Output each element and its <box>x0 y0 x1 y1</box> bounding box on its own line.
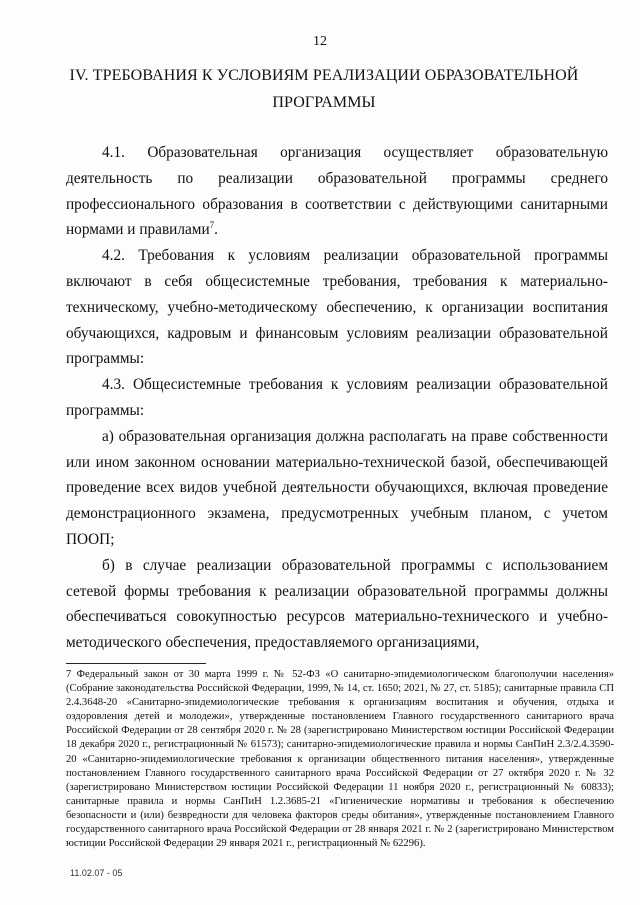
paragraph-4-1-end: . <box>214 221 218 239</box>
footnote-divider <box>66 663 206 664</box>
footer-document-code: 11.02.07 - 05 <box>70 868 123 878</box>
footnote-reference: 7 <box>209 220 215 231</box>
paragraph-item-b: б) в случае реализации образовательной программы с использованием сетевой формы требования к реализации образовательной программы должны обеспечиваться совокупностью ресурсов материально-технического и учебно-методического обеспечения, предоставляемого организациями, <box>66 556 608 652</box>
page-number: 12 <box>313 34 327 49</box>
paragraph-4-2: 4.2. Требования к условиям реализации образовательной программы включают в себя общесистемные требования, требования к материально-техническому, учебно-методическому обеспечению, к организации воспитания обучающихся, кадровым и финансовым условиям реализации образовательной программы: <box>66 247 608 368</box>
paragraph-item-a: а) образовательная организация должна располагать на праве собственности или ином законном основании материально-технической базой, обеспечивающей проведение всех видов учебной деятельности обучающихся, включая проведение демонстрационного экзамена, предусмотренных учебным планом, с учетом ПООП; <box>66 427 608 548</box>
paragraph-4-1 <box>66 140 608 243</box>
footnote-7: 7 Федеральный закон от 30 марта 1999 г. № 52-ФЗ «О санитарно-эпидемиологическом благополучии населения» (Собрание законодательства Российской Федерации, 1999, № 14, ст. 1650; 2021, № 27, ст. 5185); санитарные правила СП 2.4.3648-20 «Санитарно-эпидемиологические требования к организациям воспитания и обучения, отдыха и оздоровления детей и молодежи», утвержденные постановлением Главного государственного санитарного врача Российской Федерации от 28 сентября 2020 г. № 28 (зарегистрировано Министерством юстиции Российской Федерации 18 декабря 2020 г., регистрационный № 61573); санитарно-эпидемиологические правила и нормы СанПиН 2.3/2.4.3590-20 «Санитарно-эпидемиологические требования к организации общественного питания населения», утвержденные постановлением Главного государственного санитарного врача Российской Федерации от 27 октября 2020 г. № 32 (зарегистрировано Министерством юстиции Российской Федерации 11 ноября 2020 г., регистрационный № 60833); санитарные правила и нормы СанПиН 1.2.3685-21 «Гигиенические нормативы и требования к обеспечению безопасности и (или) безвредности для человека факторов среды обитания», утвержденные постановлением Главного государственного санитарного врача Российской Федерации от 28 января 2021 г. № 2 (зарегистрировано Министерством юстиции Российской Федерации 29 января 2021 г., регистрационный № 62296). <box>66 669 614 850</box>
paragraph-4-3: 4.3. Общесистемные требования к условиям реализации образовательной программы: <box>66 376 608 419</box>
section-heading: IV. ТРЕБОВАНИЯ К УСЛОВИЯМ РЕАЛИЗАЦИИ ОБРАЗОВАТЕЛЬНОЙ ПРОГРАММЫ <box>69 67 579 111</box>
paragraph-4-1-text: 4.1. Образовательная организация осуществляет образовательную деятельность по реализации образовательной программы среднего профессионального образования в соответствии с действующими санитарными нормами и правилами <box>66 144 608 239</box>
body-text <box>66 140 608 656</box>
